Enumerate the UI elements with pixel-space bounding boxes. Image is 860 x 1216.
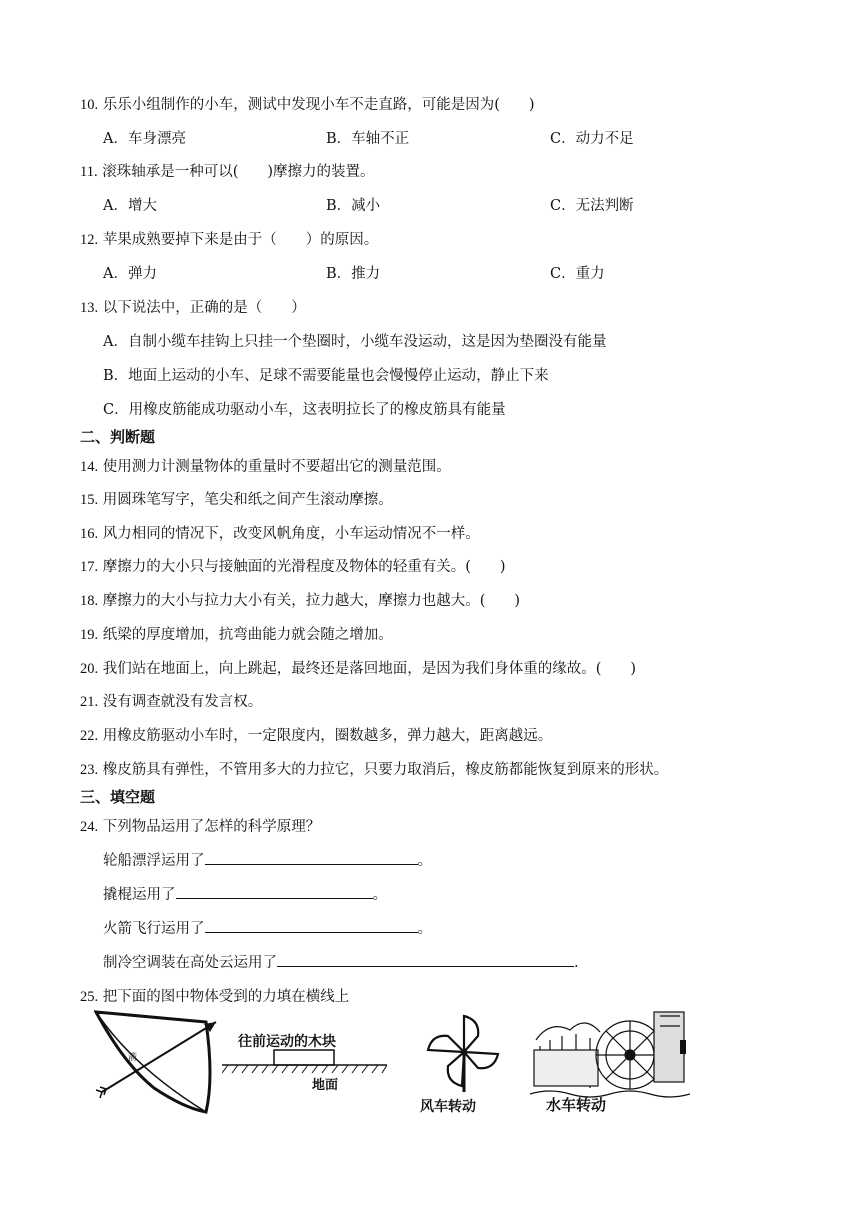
windmill-label: 风车转动 xyxy=(420,1099,476,1115)
question-number: 23. xyxy=(80,762,99,778)
question-text: 滚珠轴承是一种可以( )摩擦力的装置。 xyxy=(102,164,375,180)
question-text: 以下说法中，正确的是（ ） xyxy=(102,300,306,316)
question-number: 14. xyxy=(80,459,99,475)
ground-label: 地面 xyxy=(312,1078,339,1093)
section-heading-judgement: 二、判断题 xyxy=(80,428,156,446)
answer-blank[interactable] xyxy=(205,918,418,933)
moving-block-label: 往前运动的木块 xyxy=(238,1034,336,1050)
fill-prefix: 轮船漂浮运用了 xyxy=(103,853,205,869)
fill-line-rocket xyxy=(103,917,432,938)
bow-label: 箭 xyxy=(128,1053,138,1063)
question-24 xyxy=(80,815,320,836)
fill-line-aircon xyxy=(103,951,579,972)
question-text: 使用测力计测量物体的重量时不要超出它的测量范围。 xyxy=(102,459,451,475)
question-text: 没有调查就没有发言权。 xyxy=(102,694,263,710)
bow-and-arrow-figure xyxy=(94,1008,220,1118)
answer-blank[interactable] xyxy=(205,850,418,865)
question-15 xyxy=(80,488,393,509)
option-13-b: B．地面上运动的小车、足球不需要能量也会慢慢停止运动，静止下来 xyxy=(103,368,549,384)
option-11-a: A．增大 xyxy=(103,198,157,214)
option-12-c: C．重力 xyxy=(550,266,605,282)
question-23 xyxy=(80,758,668,779)
question-text: 下列物品运用了怎样的科学原理？ xyxy=(102,819,321,835)
question-20 xyxy=(80,657,636,678)
question-text: 风力相同的情况下，改变风帆角度，小车运动情况不一样。 xyxy=(102,526,480,542)
fill-suffix: 。 xyxy=(372,887,387,903)
question-text: 摩擦力的大小只与接触面的光滑程度及物体的轻重有关。( ) xyxy=(102,559,506,575)
fill-suffix: . xyxy=(574,955,579,971)
question-number: 22. xyxy=(80,728,99,744)
question-number: 17. xyxy=(80,559,99,575)
option-11-c: C．无法判断 xyxy=(550,198,634,214)
fill-line-crowbar xyxy=(103,883,387,904)
fill-prefix: 制冷空调装在高处云运用了 xyxy=(103,955,277,971)
waterwheel-label: 水车转动 xyxy=(546,1096,607,1114)
question-text: 橡皮筋具有弹性，不管用多大的力拉它，只要力取消后，橡皮筋都能恢复到原来的形状。 xyxy=(102,762,669,778)
question-number: 18. xyxy=(80,593,99,609)
section-heading-fill: 三、填空题 xyxy=(80,788,156,806)
fill-suffix: 。 xyxy=(417,853,432,869)
question-17 xyxy=(80,555,506,576)
question-text: 我们站在地面上，向上跳起，最终还是落回地面，是因为我们身体重的缘故。( ) xyxy=(102,661,637,677)
question-text: 摩擦力的大小与拉力大小有关，拉力越大，摩擦力也越大。( ) xyxy=(102,593,521,609)
fill-prefix: 撬棍运用了 xyxy=(103,887,176,903)
option-13-c: C．用橡皮筋能成功驱动小车，这表明拉长了的橡皮筋具有能量 xyxy=(103,402,506,418)
option-10-a: A．车身漂亮 xyxy=(103,131,186,147)
option-13-a: A．自制小缆车挂钩上只挂一个垫圈时，小缆车没运动，这是因为垫圈没有能量 xyxy=(103,334,607,350)
question-12 xyxy=(80,228,378,249)
question-22 xyxy=(80,724,552,745)
question-21 xyxy=(80,690,262,711)
question-number: 10. xyxy=(80,97,99,113)
question-14 xyxy=(80,455,451,476)
question-10 xyxy=(80,93,535,114)
question-number: 11. xyxy=(80,164,98,180)
option-11-b: B．减小 xyxy=(326,198,381,214)
option-10-b: B．车轴不正 xyxy=(326,131,410,147)
option-12-b: B．推力 xyxy=(326,266,381,282)
question-text: 把下面的图中物体受到的力填在横线上 xyxy=(102,989,350,1005)
fill-suffix: 。 xyxy=(417,921,432,937)
question-19 xyxy=(80,623,393,644)
windmill-figure xyxy=(422,1012,502,1092)
question-text: 纸梁的厚度增加，抗弯曲能力就会随之增加。 xyxy=(102,627,393,643)
question-number: 13. xyxy=(80,300,99,316)
question-11 xyxy=(80,160,375,181)
question-number: 19. xyxy=(80,627,99,643)
question-number: 15. xyxy=(80,492,99,508)
question-25 xyxy=(80,985,349,1006)
question-text: 用圆珠笔写字，笔尖和纸之间产生滚动摩擦。 xyxy=(102,492,393,508)
fill-prefix: 火箭飞行运用了 xyxy=(103,921,205,937)
answer-blank[interactable] xyxy=(277,952,574,967)
question-16 xyxy=(80,522,480,543)
question-number: 24. xyxy=(80,819,99,835)
question-18 xyxy=(80,589,520,610)
option-12-a: A．弹力 xyxy=(103,266,157,282)
answer-blank[interactable] xyxy=(176,884,373,899)
fill-line-ship xyxy=(103,849,432,870)
question-number: 25. xyxy=(80,989,99,1005)
option-10-c: C．动力不足 xyxy=(550,131,634,147)
question-number: 16. xyxy=(80,526,99,542)
question-number: 21. xyxy=(80,694,99,710)
question-text: 用橡皮筋驱动小车时，一定限度内，圈数越多，弹力越大，距离越远。 xyxy=(102,728,553,744)
question-13 xyxy=(80,296,306,317)
question-text: 苹果成熟要掉下来是由于（ ）的原因。 xyxy=(102,232,379,248)
question-number: 20. xyxy=(80,661,99,677)
question-text: 乐乐小组制作的小车，测试中发现小车不走直路，可能是因为( ) xyxy=(102,97,535,113)
question-number: 12. xyxy=(80,232,99,248)
